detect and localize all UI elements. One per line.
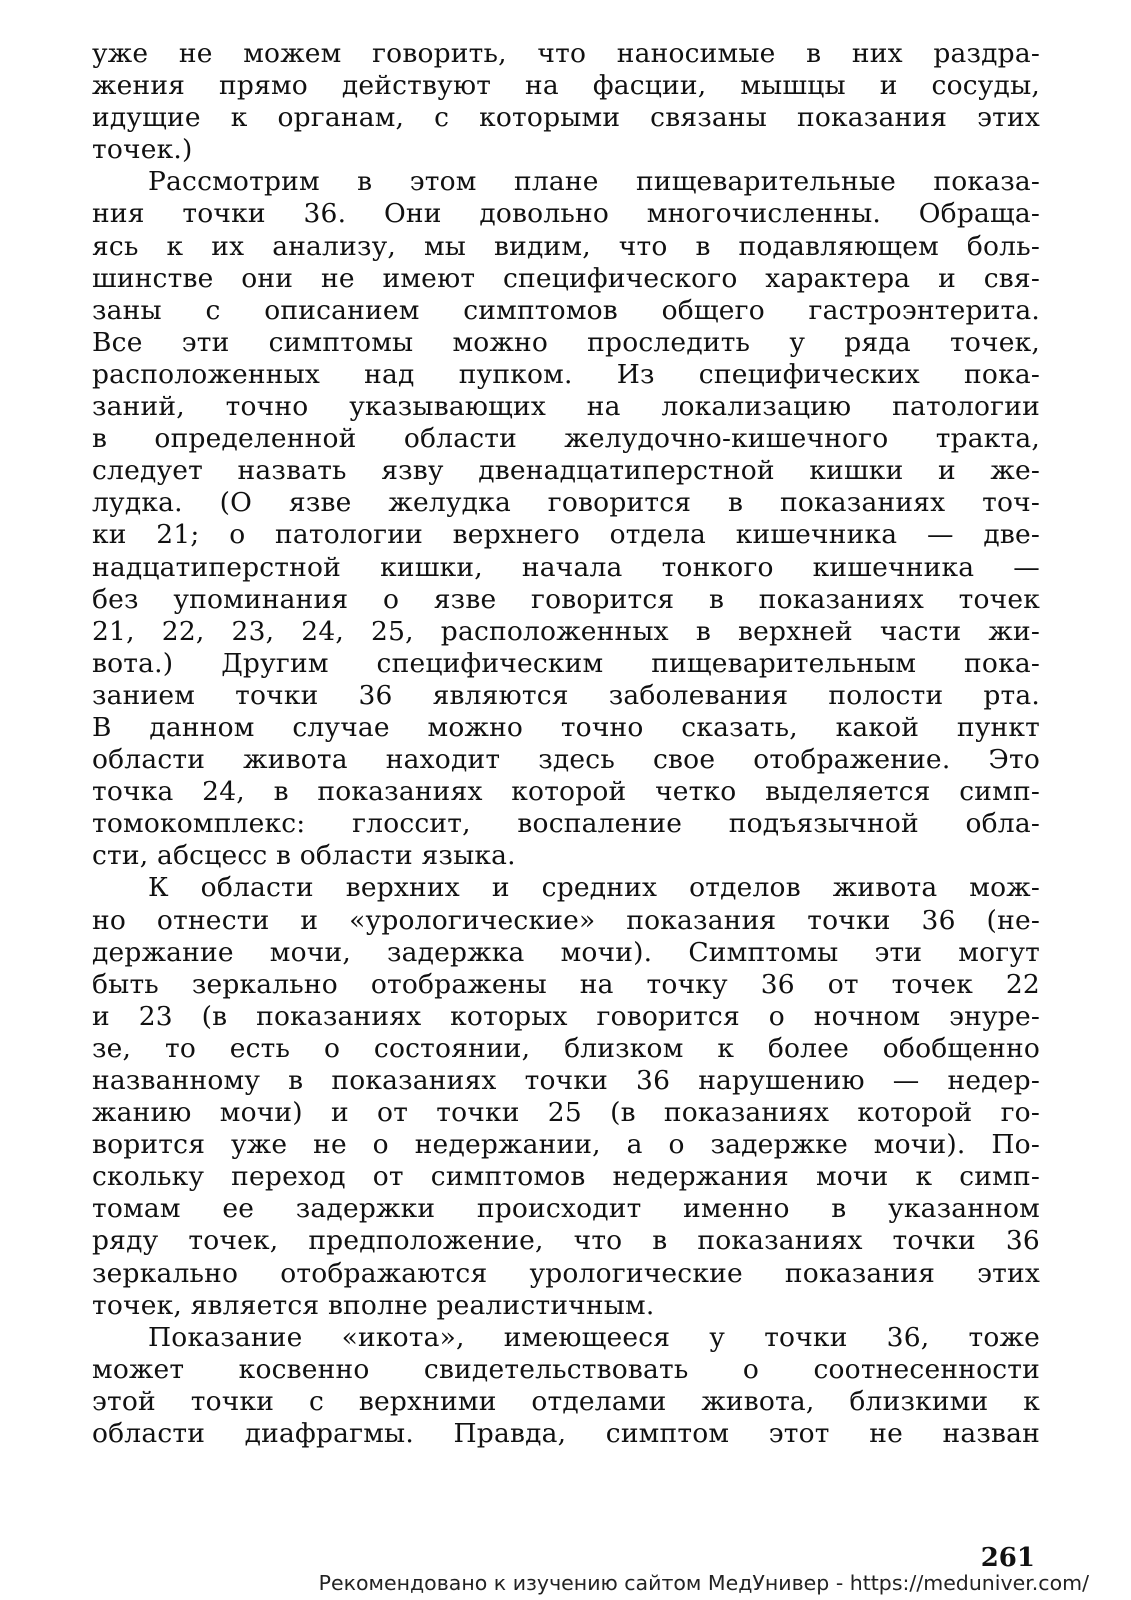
text-line: В данном случае можно точно сказать, какой пункт	[92, 711, 1040, 743]
text-line: может косвенно свидетельствовать о соотнесенности	[92, 1353, 1040, 1385]
text-line: зеркально отображаются урологические показания этих	[92, 1257, 1040, 1289]
text-line: занием точки 36 являются заболевания полости рта.	[92, 679, 1040, 711]
footer-watermark: Рекомендовано к изучению сайтом МедУнивер - https://meduniver.com/	[318, 1571, 1089, 1595]
text-line: и 23 (в показаниях которых говорится о ночном энуре-	[92, 1000, 1040, 1032]
text-line: точек, является вполне реалистичным.	[92, 1289, 655, 1321]
text-line: ния точки 36. Они довольно многочисленны. Обраща-	[92, 198, 1040, 230]
text-line: скольку переход от симптомов недержания мочи к симп-	[92, 1161, 1040, 1193]
text-line: точка 24, в показаниях которой четко выделяется симп-	[92, 776, 1040, 808]
text-line: без упоминания о язве говорится в показаниях точек	[92, 583, 1040, 615]
text-line: области диафрагмы. Правда, симптом этот не назван	[92, 1418, 1040, 1450]
text-line: Рассмотрим в этом плане пищеварительные показа-	[148, 166, 1040, 198]
text-line: Все эти симптомы можно проследить у ряда точек,	[92, 326, 1040, 358]
text-line: надцатиперстной кишки, начала тонкого кишечника —	[92, 551, 1040, 583]
text-line: лудка. (О язве желудка говорится в показаниях точ-	[92, 487, 1040, 519]
text-line: жанию мочи) и от точки 25 (в показаниях которой го-	[92, 1097, 1040, 1129]
text-line: расположенных над пупком. Из специфических пока-	[92, 358, 1040, 390]
text-line: но отнести и «урологические» показания точки 36 (не-	[92, 904, 1040, 936]
text-line: томам ее задержки происходит именно в указанном	[92, 1193, 1040, 1225]
text-line: ворится уже не о недержании, а о задержке мочи). По-	[92, 1129, 1040, 1161]
text-line: томокомплекс: глоссит, воспаление подъязычной обла-	[92, 808, 1040, 840]
text-line: быть зеркально отображены на точку 36 от точек 22	[92, 968, 1040, 1000]
text-line: Показание «икота», имеющееся у точки 36, тоже	[148, 1321, 1040, 1353]
text-line: названному в показаниях точки 36 нарушению — недер-	[92, 1065, 1040, 1096]
text-line: идущие к органам, с которыми связаны показания этих	[92, 102, 1040, 134]
text-line: 21, 22, 23, 24, 25, расположенных в верхней части жи-	[92, 615, 1040, 647]
text-line: жения прямо действуют на фасции, мышцы и сосуды,	[92, 70, 1040, 102]
text-line: ряду точек, предположение, что в показаниях точки 36	[92, 1225, 1040, 1257]
page-number: 261	[980, 1543, 1035, 1573]
body-text	[92, 38, 1040, 1450]
text-line: зе, то есть о состоянии, близком к более обобщенно	[92, 1032, 1040, 1064]
text-line: уже не можем говорить, что наносимые в них раздра-	[92, 38, 1040, 69]
text-line: заний, точно указывающих на локализацию патологии	[92, 391, 1040, 423]
text-line: ки 21; о патологии верхнего отдела кишечника — две-	[92, 519, 1040, 551]
text-line: вота.) Другим специфическим пищеварительным пока-	[92, 647, 1040, 679]
text-line: этой точки с верхними отделами живота, близкими к	[92, 1385, 1040, 1417]
text-line: заны с описанием симптомов общего гастроэнтерита.	[92, 294, 1040, 326]
text-line: ясь к их анализу, мы видим, что в подавляющем боль-	[92, 230, 1040, 262]
text-line: точек.)	[92, 134, 193, 166]
text-line: сти, абсцесс в области языка.	[92, 840, 516, 872]
text-line: области живота находит здесь свое отображение. Это	[92, 744, 1040, 776]
text-line: держание мочи, задержка мочи). Симптомы эти могут	[92, 936, 1040, 968]
text-line: следует назвать язву двенадцатиперстной кишки и же-	[92, 455, 1040, 487]
text-line: шинстве они не имеют специфического характера и свя-	[92, 262, 1040, 294]
text-line: в определенной области желудочно-кишечного тракта,	[92, 423, 1040, 455]
text-line: К области верхних и средних отделов живота мож-	[148, 872, 1040, 904]
